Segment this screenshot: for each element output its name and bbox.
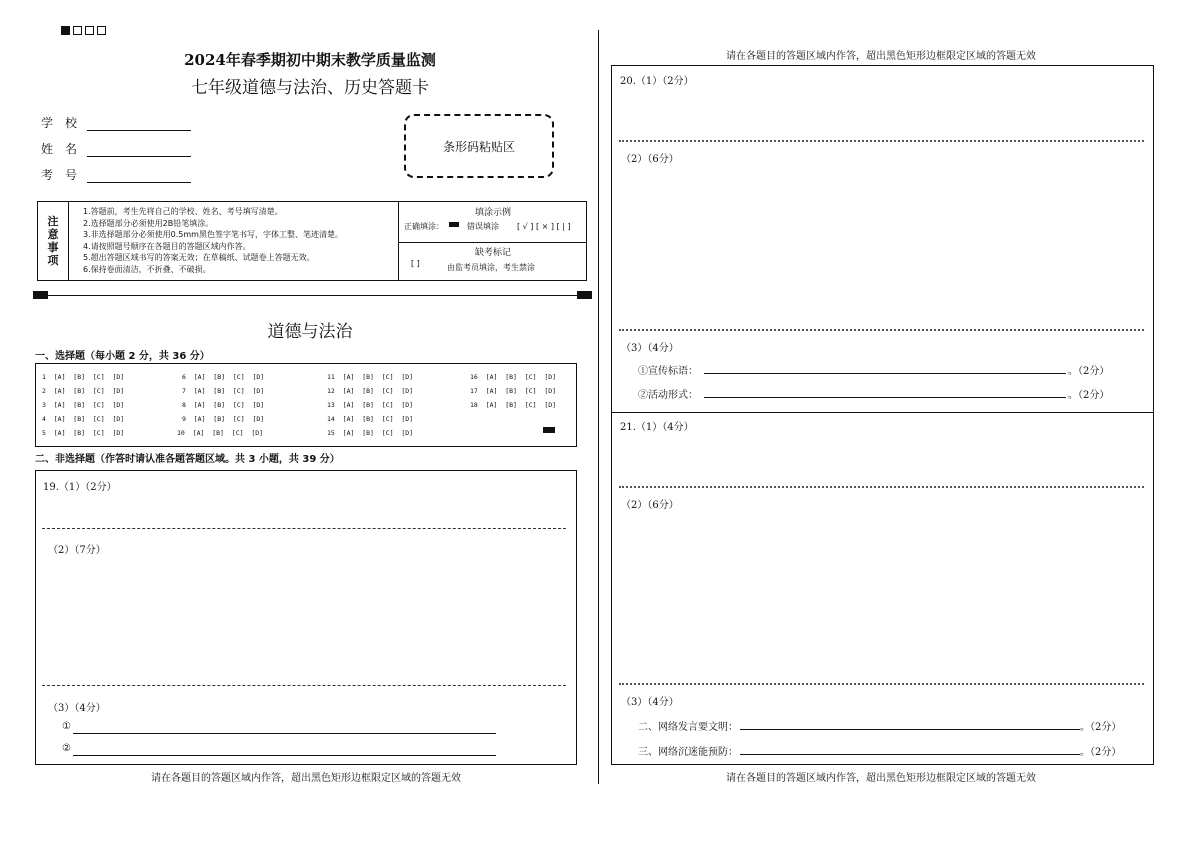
q20-blank1-score: 。（2分） [1068, 366, 1110, 377]
q21-blank1-label: 二、网络发言要文明： [638, 722, 738, 733]
school-label: 学 校 [41, 116, 78, 130]
notice-rule: 3.非选择题部分必须使用0.5mm黑色签字笔书写，字体工整、笔迹清楚。 [83, 230, 343, 239]
choice-item[interactable]: 18 [A] [B] [C] [D] [470, 401, 557, 409]
choice-item[interactable]: 12 [A] [B] [C] [D] [327, 387, 414, 395]
correct-fill-mark [449, 222, 459, 227]
choice-item[interactable]: 6 [A] [B] [C] [D] [182, 373, 265, 381]
notice-label-char: 事 [47, 241, 59, 254]
q19-answer-area[interactable] [35, 470, 577, 765]
divider-line [40, 295, 580, 296]
page-divider [598, 30, 599, 784]
q20-blank1-label: ①宣传标语： [638, 366, 698, 377]
notice-rule: 6.保持卷面清洁，不折叠、不破损。 [83, 264, 211, 274]
q20-part3-label: （3）（4分） [621, 343, 679, 354]
choice-item[interactable]: 2 [A] [B] [C] [D] [42, 387, 125, 395]
notice-label-char: 项 [47, 254, 59, 267]
q19-part3-label: （3）（4分） [48, 703, 106, 714]
q21-blank2-line[interactable] [740, 754, 1080, 755]
choice-item[interactable]: 3 [A] [B] [C] [D] [42, 401, 125, 409]
choice-item[interactable]: 5 [A] [B] [C] [D] [42, 429, 125, 437]
q21-part2-area[interactable] [612, 489, 1153, 684]
absent-checkbox[interactable]: [ ] [411, 259, 420, 268]
choice-item[interactable]: 15 [A] [B] [C] [D] [327, 429, 414, 437]
q21-part2-label: （2）（6分） [621, 500, 679, 511]
choice-item[interactable]: 10 [A] [B] [C] [D] [177, 429, 264, 437]
section-divider [42, 685, 566, 686]
q21-blank2-label: 三、网络沉迷能预防： [638, 747, 738, 758]
marker-square [73, 26, 82, 35]
q20-part1-area[interactable] [612, 66, 1153, 140]
footer-warning-right: 请在各题目的答题区域内作答，超出黑色矩形边框限定区域的答题无效 [726, 773, 1036, 784]
header-warning-right: 请在各题目的答题区域内作答，超出黑色矩形边框限定区域的答题无效 [726, 51, 1036, 62]
exam-number-line[interactable] [87, 170, 191, 183]
marker-square [85, 26, 94, 35]
fill-example-title: 填涂示例 [474, 208, 511, 218]
school-field[interactable] [41, 114, 191, 131]
q21-blank1-line[interactable] [740, 729, 1080, 730]
choice-item[interactable]: 11 [A] [B] [C] [D] [327, 373, 414, 381]
notice-box [37, 201, 587, 281]
marker-filled-square [61, 26, 70, 35]
q20-blank1-line[interactable] [704, 373, 1066, 374]
section-divider [619, 486, 1144, 488]
choice-item[interactable]: 13 [A] [B] [C] [D] [327, 401, 414, 409]
choice-item[interactable]: 1 [A] [B] [C] [D] [42, 373, 125, 381]
alignment-mark [543, 427, 555, 433]
q19-blank2-label: ② [62, 743, 71, 754]
section-divider [619, 140, 1144, 142]
choice-item[interactable]: 17 [A] [B] [C] [D] [470, 387, 557, 395]
fill-example-box [398, 202, 587, 280]
q21-part1-label: 21.（1）（4分） [620, 422, 694, 433]
fill-example-section [399, 202, 587, 243]
q20-blank2-score: 。（2分） [1068, 390, 1110, 401]
marker-square [97, 26, 106, 35]
q20-blank2-label: ②活动形式： [638, 390, 698, 401]
choice-item[interactable]: 7 [A] [B] [C] [D] [182, 387, 265, 395]
wrong-fill-label: 错误填涂 [467, 222, 499, 231]
name-label: 姓 名 [41, 142, 78, 156]
q20-part1-label: 20.（1）（2分） [620, 76, 694, 87]
exam-number-field[interactable] [41, 166, 191, 183]
q20-blank2-line[interactable] [704, 397, 1066, 398]
q21-blank2-score: 。（2分） [1080, 747, 1122, 758]
section-divider [42, 528, 566, 529]
school-line[interactable] [87, 118, 191, 131]
absent-title: 缺考标记 [474, 248, 511, 258]
q19-part2-label: （2）（7分） [48, 545, 106, 556]
q21-blank1-score: 。（2分） [1080, 722, 1122, 733]
choice-item[interactable]: 8 [A] [B] [C] [D] [182, 401, 265, 409]
q21-part3-label: （3）（4分） [621, 697, 679, 708]
choice-item[interactable]: 14 [A] [B] [C] [D] [327, 415, 414, 423]
barcode-label: 条形码粘贴区 [442, 139, 515, 154]
notice-rule: 2.选择题部分必须使用2B铅笔填涂。 [83, 218, 214, 228]
notice-rule: 1.答题前，考生先将自己的学校、姓名、考号填写清楚。 [83, 207, 283, 216]
exam-number-label: 考 号 [41, 168, 78, 182]
choice-item[interactable]: 9 [A] [B] [C] [D] [182, 415, 265, 423]
section-divider [619, 683, 1144, 685]
q19-blank1-line[interactable] [73, 733, 496, 734]
q19-blank2-line[interactable] [73, 755, 496, 756]
correct-fill-label: 正确填涂： [404, 222, 444, 231]
exam-title: 2024年春季期初中期末教学质量监测 [184, 51, 436, 69]
notice-label [38, 202, 69, 280]
nonchoice-heading: 二、非选择题（作答时请认准各题答题区域。共 3 小题，共 39 分） [35, 454, 340, 465]
q19-blank1-label: ① [62, 721, 71, 732]
alignment-mark [577, 291, 592, 299]
choice-answer-grid [35, 363, 577, 447]
choice-item[interactable]: 16 [A] [B] [C] [D] [470, 373, 557, 381]
choice-heading: 一、选择题（每小题 2 分，共 36 分） [35, 351, 210, 362]
q19-part1-label: 19.（1）（2分） [43, 482, 117, 493]
right-answer-frame [611, 65, 1154, 765]
q21-part1-area[interactable] [612, 413, 1153, 486]
section-divider [619, 329, 1144, 331]
page-marker [61, 20, 109, 39]
q20-part2-label: （2）（6分） [621, 154, 679, 165]
notice-rule: 4.请按照题号顺序在各题目的答题区域内作答。 [83, 241, 251, 251]
wrong-fill-marks: [ √ ] [ × ] [ | ] [517, 222, 571, 231]
name-field[interactable] [41, 140, 191, 157]
barcode-area [404, 114, 554, 178]
footer-warning-left: 请在各题目的答题区域内作答，超出黑色矩形边框限定区域的答题无效 [151, 773, 461, 784]
answer-card-title: 七年级道德与法治、历史答题卡 [191, 78, 429, 98]
absent-note: 由监考员填涂，考生禁涂 [447, 263, 535, 272]
subject-title: 道德与法治 [267, 322, 353, 342]
name-line[interactable] [87, 144, 191, 157]
choice-item[interactable]: 4 [A] [B] [C] [D] [42, 415, 125, 423]
notice-rules [83, 206, 343, 275]
notice-label-char: 意 [47, 228, 59, 241]
notice-label-char: 注 [47, 215, 59, 228]
notice-rule: 5.超出答题区域书写的答案无效；在草稿纸、试题卷上答题无效。 [83, 253, 315, 262]
q20-part2-area[interactable] [612, 143, 1153, 329]
